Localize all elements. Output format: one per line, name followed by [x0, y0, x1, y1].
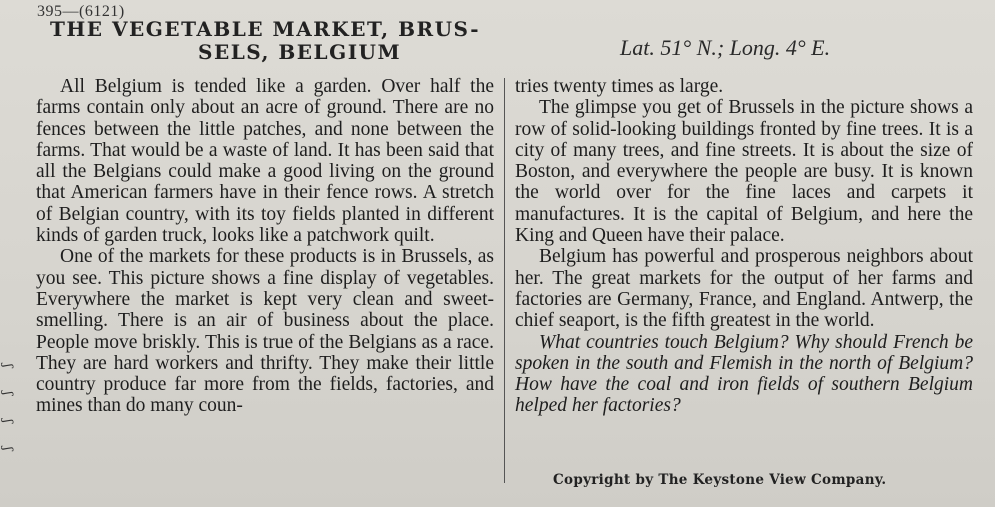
left-column	[36, 76, 494, 417]
edge-handwriting-mark: ʃ ʃ ʃ ʃ	[0, 353, 15, 450]
page-title	[50, 18, 500, 64]
right-paragraph-1: The glimpse you get of Brussels in the picture shows a row of solid-looking buildings fronted by fine trees. It is a city of many trees, and fine streets. It is about the size of Boston, and everywhere the people are busy. It is known the world over for the fine laces and carpets it manufactures. It is the capital of Belgium, and here the King and Queen have their palace.	[515, 97, 973, 247]
left-paragraph-2: One of the markets for these products is in Brussels, as you see. This picture shows a fine display of vegetables. Everywhere the market is kept very clean and sweet-smelling. There is an air of business about the place. People move briskly. This is true of the Belgians as a race. They are hard workers and thrifty. They make their little country produce far more from the fields, factories, and mines than do many coun-	[36, 246, 494, 417]
right-column	[515, 76, 973, 417]
left-paragraph-1: All Belgium is tended like a garden. Over half the farms contain only about an acre of ground. There are no fences between the little patches, and none between the farms. That would be a waste of land. It has been said that all the Belgians could make a good living on the ground that American farmers have in their fence rows. A stretch of Belgian country, with its toy fields planted in different kinds of garden truck, looks like a patchwork quilt.	[36, 76, 494, 247]
study-questions: What countries touch Belgium? Why should French be spoken in the south and Flemish in the north of Belgium? How have the coal and iron fields of southern Belgium helped her factories?	[515, 331, 973, 417]
copyright-notice: Copyright by The Keystone View Company.	[553, 472, 887, 488]
title-line-1: THE VEGETABLE MARKET, BRUS-	[50, 17, 481, 41]
column-divider	[504, 78, 505, 483]
right-paragraph-2: Belgium has powerful and prosperous neighbors about her. The great markets for the output of her farms and factories are Germany, France, and England. Antwerp, the chief seaport, is the fifth greatest in the world.	[515, 246, 973, 332]
coordinates: Lat. 51° N.; Long. 4° E.	[620, 35, 831, 60]
catalog-number: 395—(6121)	[37, 3, 125, 20]
title-line-2: SELS, BELGIUM	[198, 40, 402, 64]
right-continuation: tries twenty times as large.	[515, 76, 724, 97]
